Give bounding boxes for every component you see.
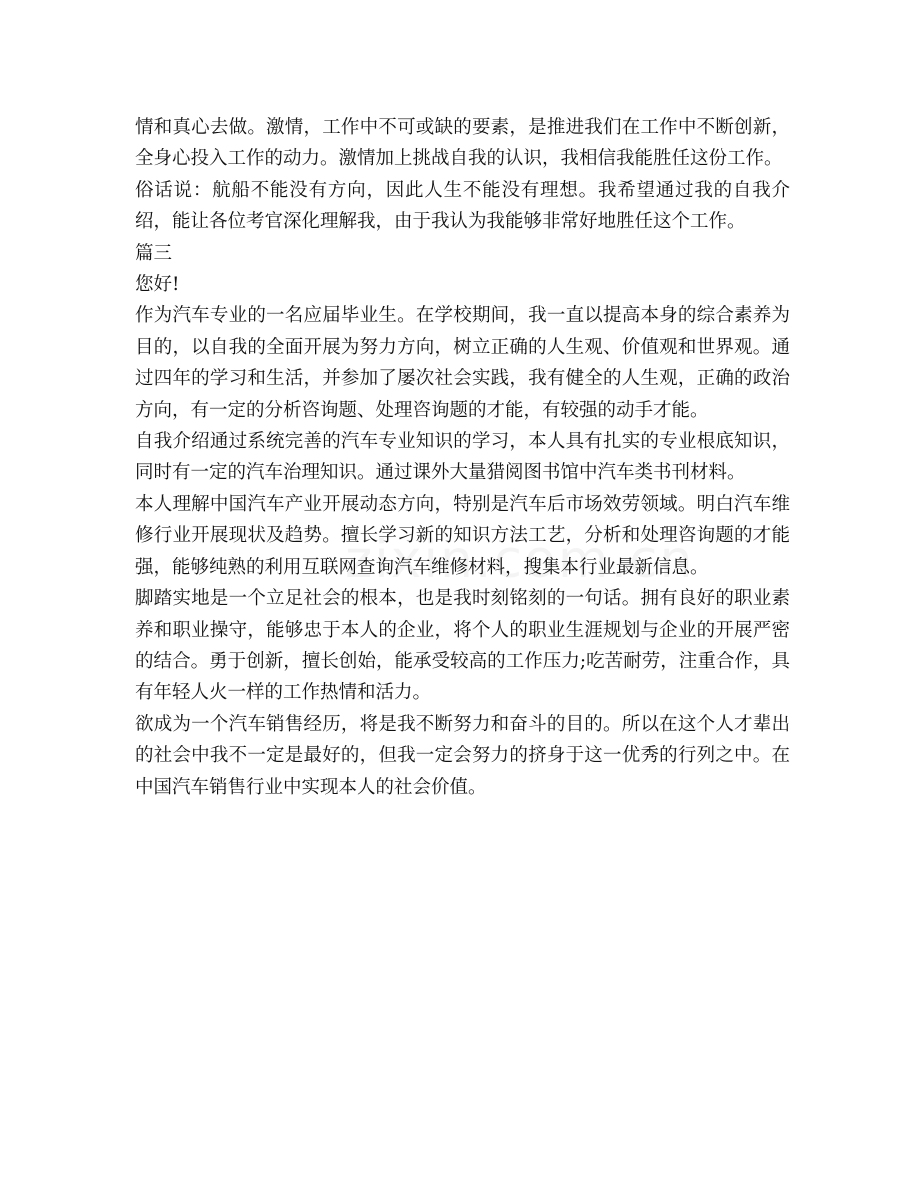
paragraph-continuation: 情和真心去做。激情，工作中不可或缺的要素，是推进我们在工作中不断创新，全身心投入工作的动力。激情加上挑战自我的认识，我相信我能胜任这份工作。 (135, 117, 790, 170)
paragraph-knowledge: 自我介绍通过系统完善的汽车专业知识的学习，本人具有扎实的专业根底知识，同时有一定的汽车治理知识。通过课外大量猎阅图书馆中汽车类书刊材料。 (135, 431, 790, 484)
paragraph-character: 脚踏实地是一个立足社会的根本，也是我时刻铭刻的一句话。拥有良好的职业素养和职业操守，能够忠于本人的企业，将个人的职业生涯规划与企业的开展严密的结合。勇于创新，擅长创始，能承受较高的工作压力;吃苦耐劳，注重合作，具有年轻人火一样的工作热情和活力。 (135, 588, 790, 704)
section-heading: 篇三 (135, 242, 173, 264)
greeting: 您好! (135, 274, 180, 296)
paragraph-intro: 作为汽车专业的一名应届毕业生。在学校期间，我一直以提高本身的综合素养为目的，以自我的全面开展为努力方向，树立正确的人生观、价值观和世界观。通过四年的学习和生活，并参加了屡次社会实践，我有健全的人生观，正确的政治方向，有一定的分析咨询题、处理咨询题的才能，有较强的动手才能。 (135, 305, 790, 421)
paragraph-proverb: 俗话说：航船不能没有方向，因此人生不能没有理想。我希望通过我的自我介绍，能让各位考官深化理解我，由于我认为我能够非常好地胜任这个工作。 (135, 179, 790, 233)
paragraph-industry: 本人理解中国汽车产业开展动态方向，特别是汽车后市场效劳领域。明白汽车维修行业开展现状及趋势。擅长学习新的知识方法工艺，分析和处理咨询题的才能强，能够纯熟的利用互联网查询汽车维修材料，搜集本行业最新信息。 (135, 493, 790, 578)
document-body (135, 112, 790, 803)
paragraph-goal: 欲成为一个汽车销售经历，将是我不断努力和奋斗的目的。所以在这个人才辈出的社会中我不一定是最好的，但我一定会努力的挤身于这一优秀的行列之中。在中国汽车销售行业中实现本人的社会价值。 (135, 713, 790, 798)
